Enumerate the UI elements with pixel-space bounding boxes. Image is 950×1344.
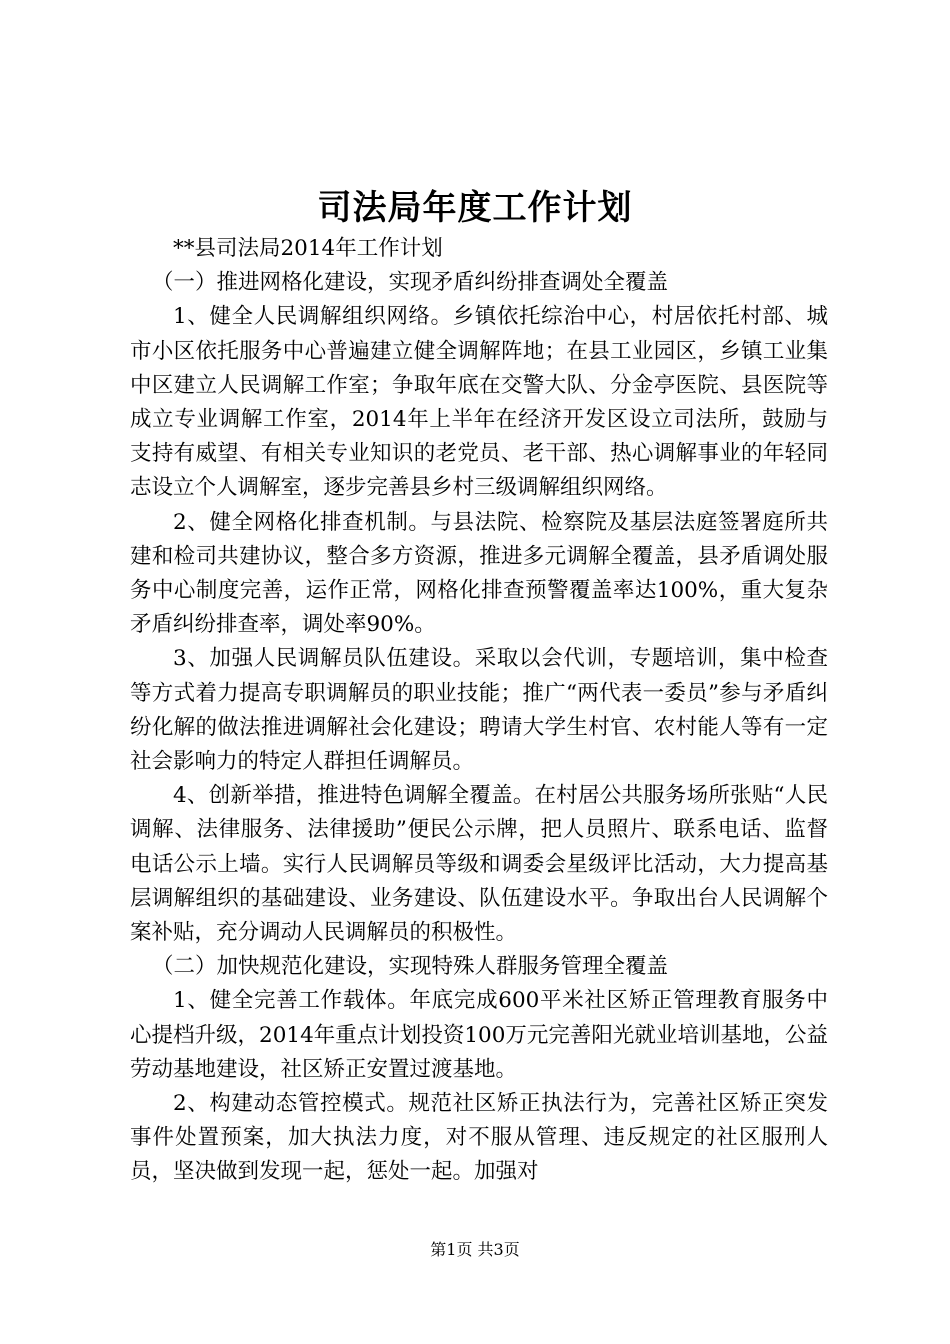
body-paragraph: 4、创新举措，推进特色调解全覆盖。在村居公共服务场所张贴“人民调解、法律服务、法律援助”便民公示牌，把人员照片、联系电话、监督电话公示上墙。实行人民调解员等级和调委会星级评比活动，大力提高基层调解组织的基础建设、业务建设、队伍建设水平。争取出台人民调解个案补贴，充分调动人民调解员的积极性。 xyxy=(130,783,828,946)
body-paragraph: 1、健全完善工作载体。年底完成600平米社区矫正管理教育服务中心提档升级，2014年重点计划投资100万元完善阳光就业培训基地，公益劳动基地建设，社区矫正安置过渡基地。 xyxy=(130,988,828,1082)
page-footer: 第1页 共3页 xyxy=(430,1240,520,1259)
section-heading-2: （二）加快规范化建设，实现特殊人群服务管理全覆盖 xyxy=(152,954,669,980)
body-paragraph: 3、加强人民调解员队伍建设。采取以会代训，专题培训，集中检查等方式着力提高专职调解员的职业技能；推广“两代表一委员”参与矛盾纠纷化解的做法推进调解社会化建设；聘请大学生村官、农村能人等有一定社会影响力的特定人群担任调解员。 xyxy=(130,646,828,775)
body-paragraph: 2、构建动态管控模式。规范社区矫正执法行为，完善社区矫正突发事件处置预案，加大执法力度，对不服从管理、违反规定的社区服刑人员，坚决做到发现一起，惩处一起。加强对 xyxy=(130,1091,828,1185)
body-paragraph: 1、健全人民调解组织网络。乡镇依托综治中心，村居依托村部、城市小区依托服务中心普遍建立健全调解阵地；在县工业园区，乡镇工业集中区建立人民调解工作室；争取年底在交警大队、分金亭医院、县医院等成立专业调解工作室，2014年上半年在经济开发区设立司法所，鼓励与支持有威望、有相关专业知识的老党员、老干部、热心调解事业的年轻同志设立个人调解室，逐步完善县乡村三级调解组织网络。 xyxy=(130,304,828,501)
section-heading-1: （一）推进网格化建设，实现矛盾纠纷排查调处全覆盖 xyxy=(152,270,669,296)
document-body xyxy=(130,232,828,1190)
body-paragraph: 2、健全网格化排查机制。与县法院、检察院及基层法庭签署庭所共建和检司共建协议，整合多方资源，推进多元调解全覆盖，县矛盾调处服务中心制度完善，运作正常，网格化排查预警覆盖率达100%，重大复杂矛盾纠纷排查率，调处率90%。 xyxy=(130,509,828,638)
subtitle-paragraph: **县司法局2014年工作计划 xyxy=(173,236,443,261)
document-title: 司法局年度工作计划 xyxy=(317,188,633,228)
